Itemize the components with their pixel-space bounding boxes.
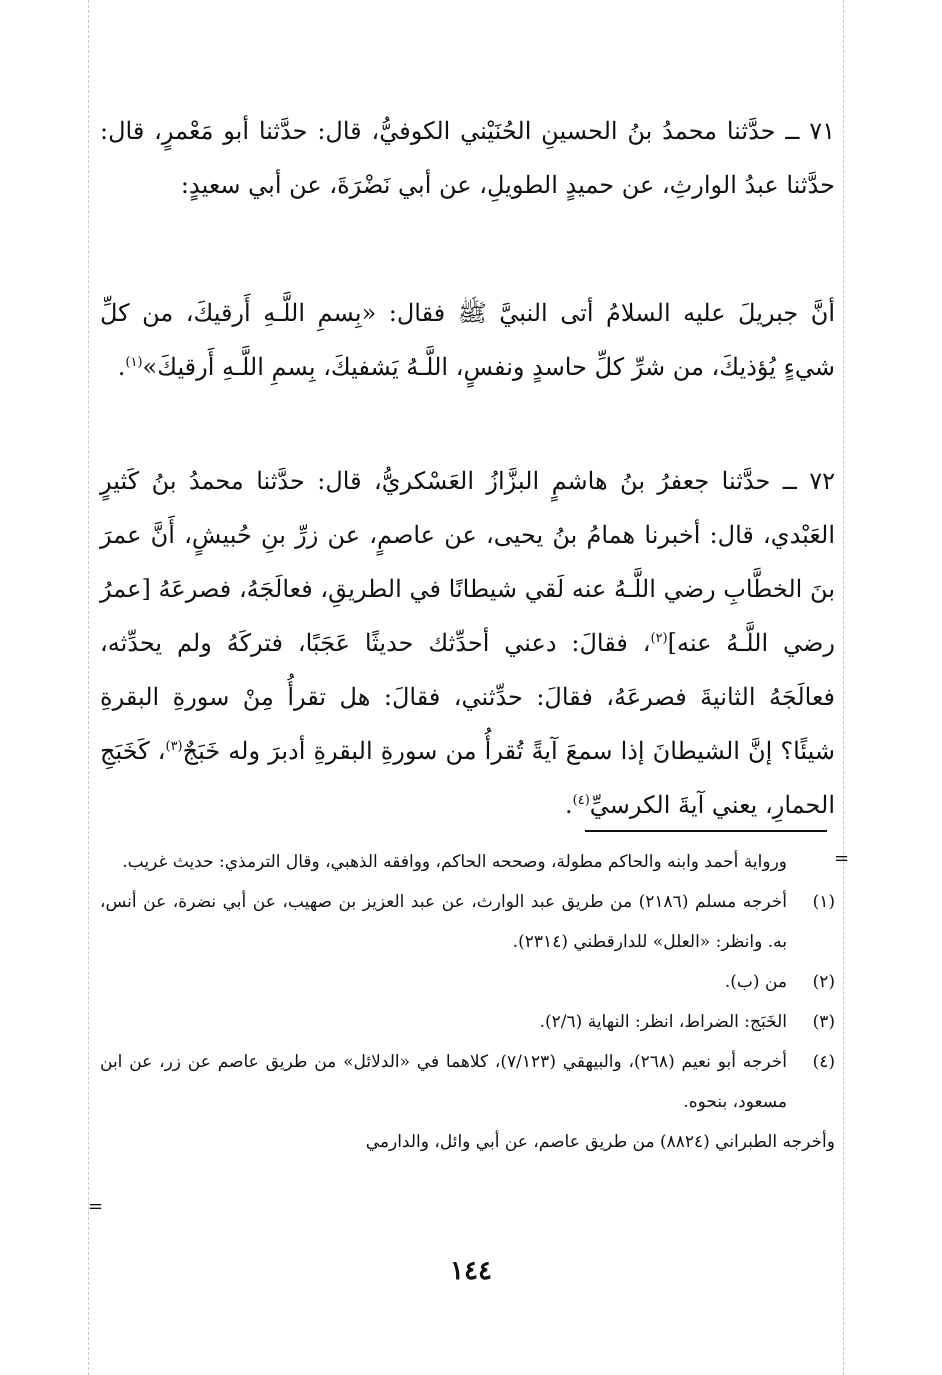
footnote-ref-1[interactable]: (١) (125, 355, 143, 370)
continuation-mark-start: = (834, 848, 850, 869)
footnote-ref-4[interactable]: (٤) (572, 793, 590, 808)
footnote-4-number: (٤) (812, 1052, 835, 1072)
footnote-1-number: (١) (812, 892, 835, 912)
hadith-72 (100, 454, 835, 832)
hadith-71-isnad-text: ٧١ ــ حدَّثنا محمدُ بنُ الحسينِ الحُنَيْني الكوفيُّ، قال: حدَّثنا أبو مَعْمرٍ، قال: حدَّثنا عبدُ الوارثِ، عن حميدٍ الطويلِ، عن أبي نَضْرَةَ، عن أبي سعيدٍ: (100, 117, 835, 199)
footnote-ref-3[interactable]: (٣) (165, 739, 183, 754)
footnote-ref-2[interactable]: (٢) (650, 631, 668, 646)
footnote-last (100, 1122, 835, 1162)
footnote-3 (100, 1002, 835, 1042)
footnotes (100, 842, 835, 1162)
footnote-2-text: من (ب). (724, 972, 787, 992)
hadith-72-paragraph (100, 454, 835, 832)
footnote-1-text: أخرجه مسلم (٢١٨٦) من طريق عبد الوارث، عن عبد العزيز بن صهيب، عن أبي نضرة، عن أنس، به. وانظر: «العلل» للدارقطني (٢٣١٤). (100, 892, 787, 952)
hadith-71-isnad (100, 104, 835, 212)
hadith-71-matn (100, 286, 835, 394)
page-number: ١٤٤ (450, 1256, 492, 1286)
footnote-2 (100, 962, 835, 1002)
hadith-72-part2: ، فقالَ: دعني أحدِّثك حديثًا عَجَبًا، فتركَهُ ولم يحدِّثه، فعالَجَهُ الثانيةَ فصرعَهُ، فقالَ: حدِّثني، فقالَ: هل تقرأُ مِنْ سورةِ البقرةِ شيئًا؟ إنَّ الشيطانَ إذا سمعَ آيةً تُقرأُ من سورةِ البقرةِ أدبرَ وله خَبَجٌ (100, 629, 836, 765)
footnote-divider (585, 830, 827, 832)
hadith-72-end: . (565, 791, 573, 819)
footnote-continued-text: ورواية أحمد وابنه والحاكم مطولة، وصححه الحاكم، ووافقه الذهبي، وقال الترمذي: حديث غريب. (122, 852, 787, 872)
footnote-4-text: أخرجه أبو نعيم (٢٦٨)، والبيهقي (٧/١٢٣)، كلاهما في «الدلائل» من طريق عاصم عن زر، عن ابن مسعود، بنحوه. (100, 1052, 787, 1112)
footnote-3-number: (٣) (812, 1012, 835, 1032)
footnote-2-number: (٢) (812, 972, 835, 992)
hadith-71-matn-paragraph (100, 286, 835, 394)
footnote-4 (100, 1042, 835, 1122)
continuation-mark-end: = (88, 1196, 104, 1217)
hadith-71-end: . (117, 353, 126, 381)
margin-guide-right (843, 0, 844, 1375)
footnote-3-text: الخَبَج: الضراط، انظر: النهاية (٢/٦). (539, 1012, 787, 1032)
hadith-72-part3: ، كَخَبَجِ الحمارِ، يعني آيةَ الكرسيِّ (100, 737, 835, 819)
footnote-continued (100, 842, 835, 882)
footnote-last-text: وأخرجه الطبراني (٨٨٢٤) من طريق عاصم، عن أبي وائل، والدارمي (365, 1132, 835, 1152)
hadith-72-part1: ٧٢ ــ حدَّثنا جعفرُ بنُ هاشمٍ البزَّازُ العَسْكريُّ، قال: حدَّثنا محمدُ بنُ كَثيرٍ العَبْدي، قال: أخبرنا همامُ بنُ يحيى، عن عاصمٍ، عن زرِّ بنِ حُبيشٍ، أَنَّ عمرَ بنَ الخطَّابِ رضي اللَّـهُ عنه لَقي شيطانًا في الطريقِ، فعالَجَهُ، فصرعَهُ [عمرُ رضي اللَّـهُ عنه] (100, 467, 835, 657)
hadith-71-matn-text: أنَّ جبريلَ عليه السلامُ أتى النبيَّ ﷺ فقال: «بِسمِ اللَّـهِ أَرقيكَ، من كلِّ شيءٍ يُؤذيكَ، من شرِّ كلِّ حاسدٍ ونفسٍ، اللَّـهُ يَشفيكَ، بِسمِ اللَّـهِ أَرقيكَ» (100, 299, 835, 381)
margin-guide-left (88, 0, 89, 1375)
footnote-1 (100, 882, 835, 962)
